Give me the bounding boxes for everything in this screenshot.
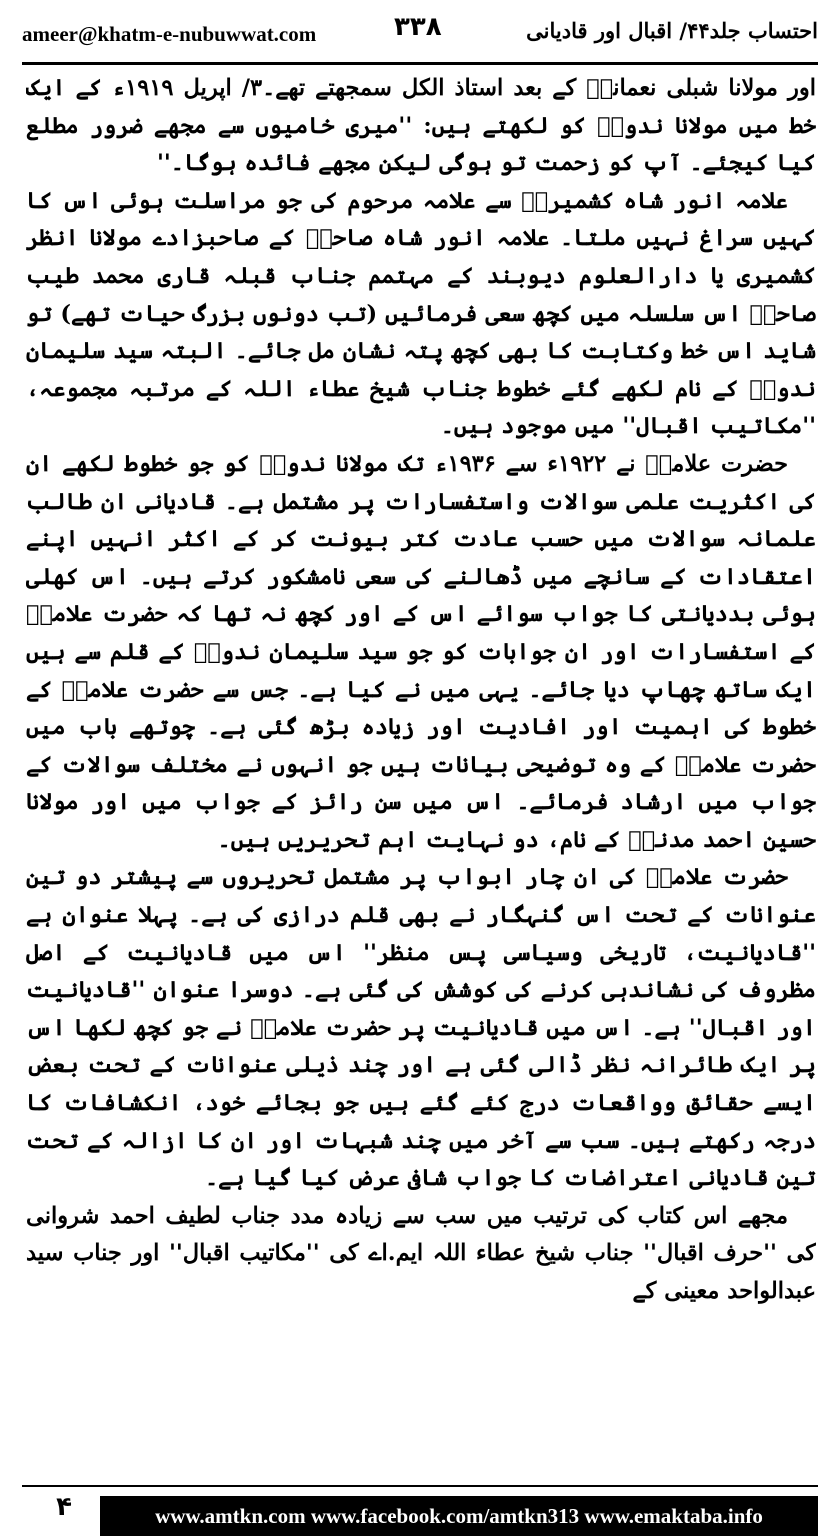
body-text: [26, 70, 816, 1470]
paragraph-4: حضرت علامہؒ کی ان چار ابواب پر مشتمل تحریروں سے پیشتر دو تین عنوانات کے تحت اس گنہگار نے بھی قلم درازی کی ہے۔ پہلا عنوان ہے ''قادیانیت، تاریخی وسیاسی پس منظر'' اس میں قادیانیت کے اصل مظروف کی نشاندہی کرنے کی کوشش کی گئی ہے۔ دوسرا عنوان ''قادیانیت اور اقبال'' ہے۔ اس میں قادیانیت پر حضرت علامہؒ نے جو کچھ لکھا اس پر ایک طائرانہ نظر ڈالی گئی ہے اور چند ذیلی عنوانات کے تحت بعض ایسے حقائق وواقعات درج کئے گئے ہیں جو بجائے خود، انکشافات کا درجہ رکھتے ہیں۔ سب سے آخر میں چند شبہات اور ان کا ازالہ کے تحت تین قادیانی اعتراضات کا جواب شافی عرض کیا گیا ہے۔: [26, 864, 816, 1192]
footer-rule: [22, 1485, 818, 1487]
footer-urls: www.amtkn.com www.facebook.com/amtkn313 www.emaktaba.info: [155, 1504, 763, 1528]
header-book-title: احتساب جلد۴۴/ اقبال اور قادیانی: [526, 18, 818, 43]
paragraph-2: علامہ انور شاہ کشمیریؒ سے علامہ مرحوم کی جو مراسلت ہوئی اس کا کہیں سراغ نہیں ملتا۔ علامہ انور شاہ صاحبؒ کے صاحبزادے مولانا انظر کشمیری یا دارالعلوم دیوبند کے مہتمم جناب قبلہ قاری محمد طیب صاحبؒ اس سلسلہ میں کچھ سعی فرمائیں (تب دونوں بزرگ حیات تھے) تو شاید اس خط وکتابت کا بھی کچھ پتہ نشان مل جائے۔ البتہ سید سلیمان ندویؒ کے نام لکھے گئے خطوط جناب شیخ عطاء اللہ کے مرتبہ مجموعہ، ''مکاتیب اقبال'' میں موجود ہیں۔: [26, 187, 816, 440]
header-page-number: ۳۳۸: [394, 12, 442, 42]
paragraph-3: حضرت علامہؒ نے ۱۹۲۲ء سے ۱۹۳۶ء تک مولانا ندویؒ کو جو خطوط لکھے ان کی اکثریت علمی سوالات واستفسارات پر مشتمل ہے۔ قادیانی ان طالب علمانہ سوالات میں حسب عادت کتر بیونت کر کے اکثر انہیں اپنے اعتقادات کے سانچے میں ڈھالنے کی سعی نامشکور کرتے ہیں۔ اس کھلی ہوئی بددیانتی کا جواب سوائے اس کے اور کچھ نہ تھا کہ حضرت علامہؒ کے استفسارات اور ان جوابات کو جو سید سلیمان ندویؒ کے قلم سے ہیں ایک ساتھ چھاپ دیا جائے۔ یہی میں نے کیا ہے۔ جس سے حضرت علامہؒ کے خطوط کی اہمیت اور افادیت اور زیادہ بڑھ گئی ہے۔ چوتھے باب میں حضرت علامہؒ کے وہ توضیحی بیانات ہیں جو انہوں نے مختلف سوالات کے جواب میں ارشاد فرمائے۔ اس میں سن رائز کے جواب میں اور مولانا حسین احمد مدنیؒ کے نام، دو نہایت اہم تحریریں ہیں۔: [26, 450, 816, 853]
footer-page-number: ۴: [56, 1492, 72, 1522]
paragraph-1: اور مولانا شبلی نعمانیؒ کے بعد استاذ الکل سمجھتے تھے۔۳/ اپریل ۱۹۱۹ء کے ایک خط میں مولانا ندویؒ کو لکھتے ہیں: ''میری خامیوں سے مجھے ضرور مطلع کیا کیجئے۔ آپ کو زحمت تو ہوگی لیکن مجھے فائدہ ہوگا۔'': [26, 75, 816, 177]
header-email: ameer@khatm-e-nubuwwat.com: [22, 22, 317, 46]
page-header: [22, 10, 818, 56]
footer-bar: [100, 1496, 818, 1536]
header-rule: [22, 62, 818, 65]
paragraph-5: مجھے اس کتاب کی ترتیب میں سب سے زیادہ مدد جناب لطیف احمد شروانی کی ''حرف اقبال'' جناب شیخ عطاء اللہ ایم.اے کی ''مکاتیب اقبال'' اور جناب سید عبدالواحد معینی کے: [26, 1202, 816, 1304]
